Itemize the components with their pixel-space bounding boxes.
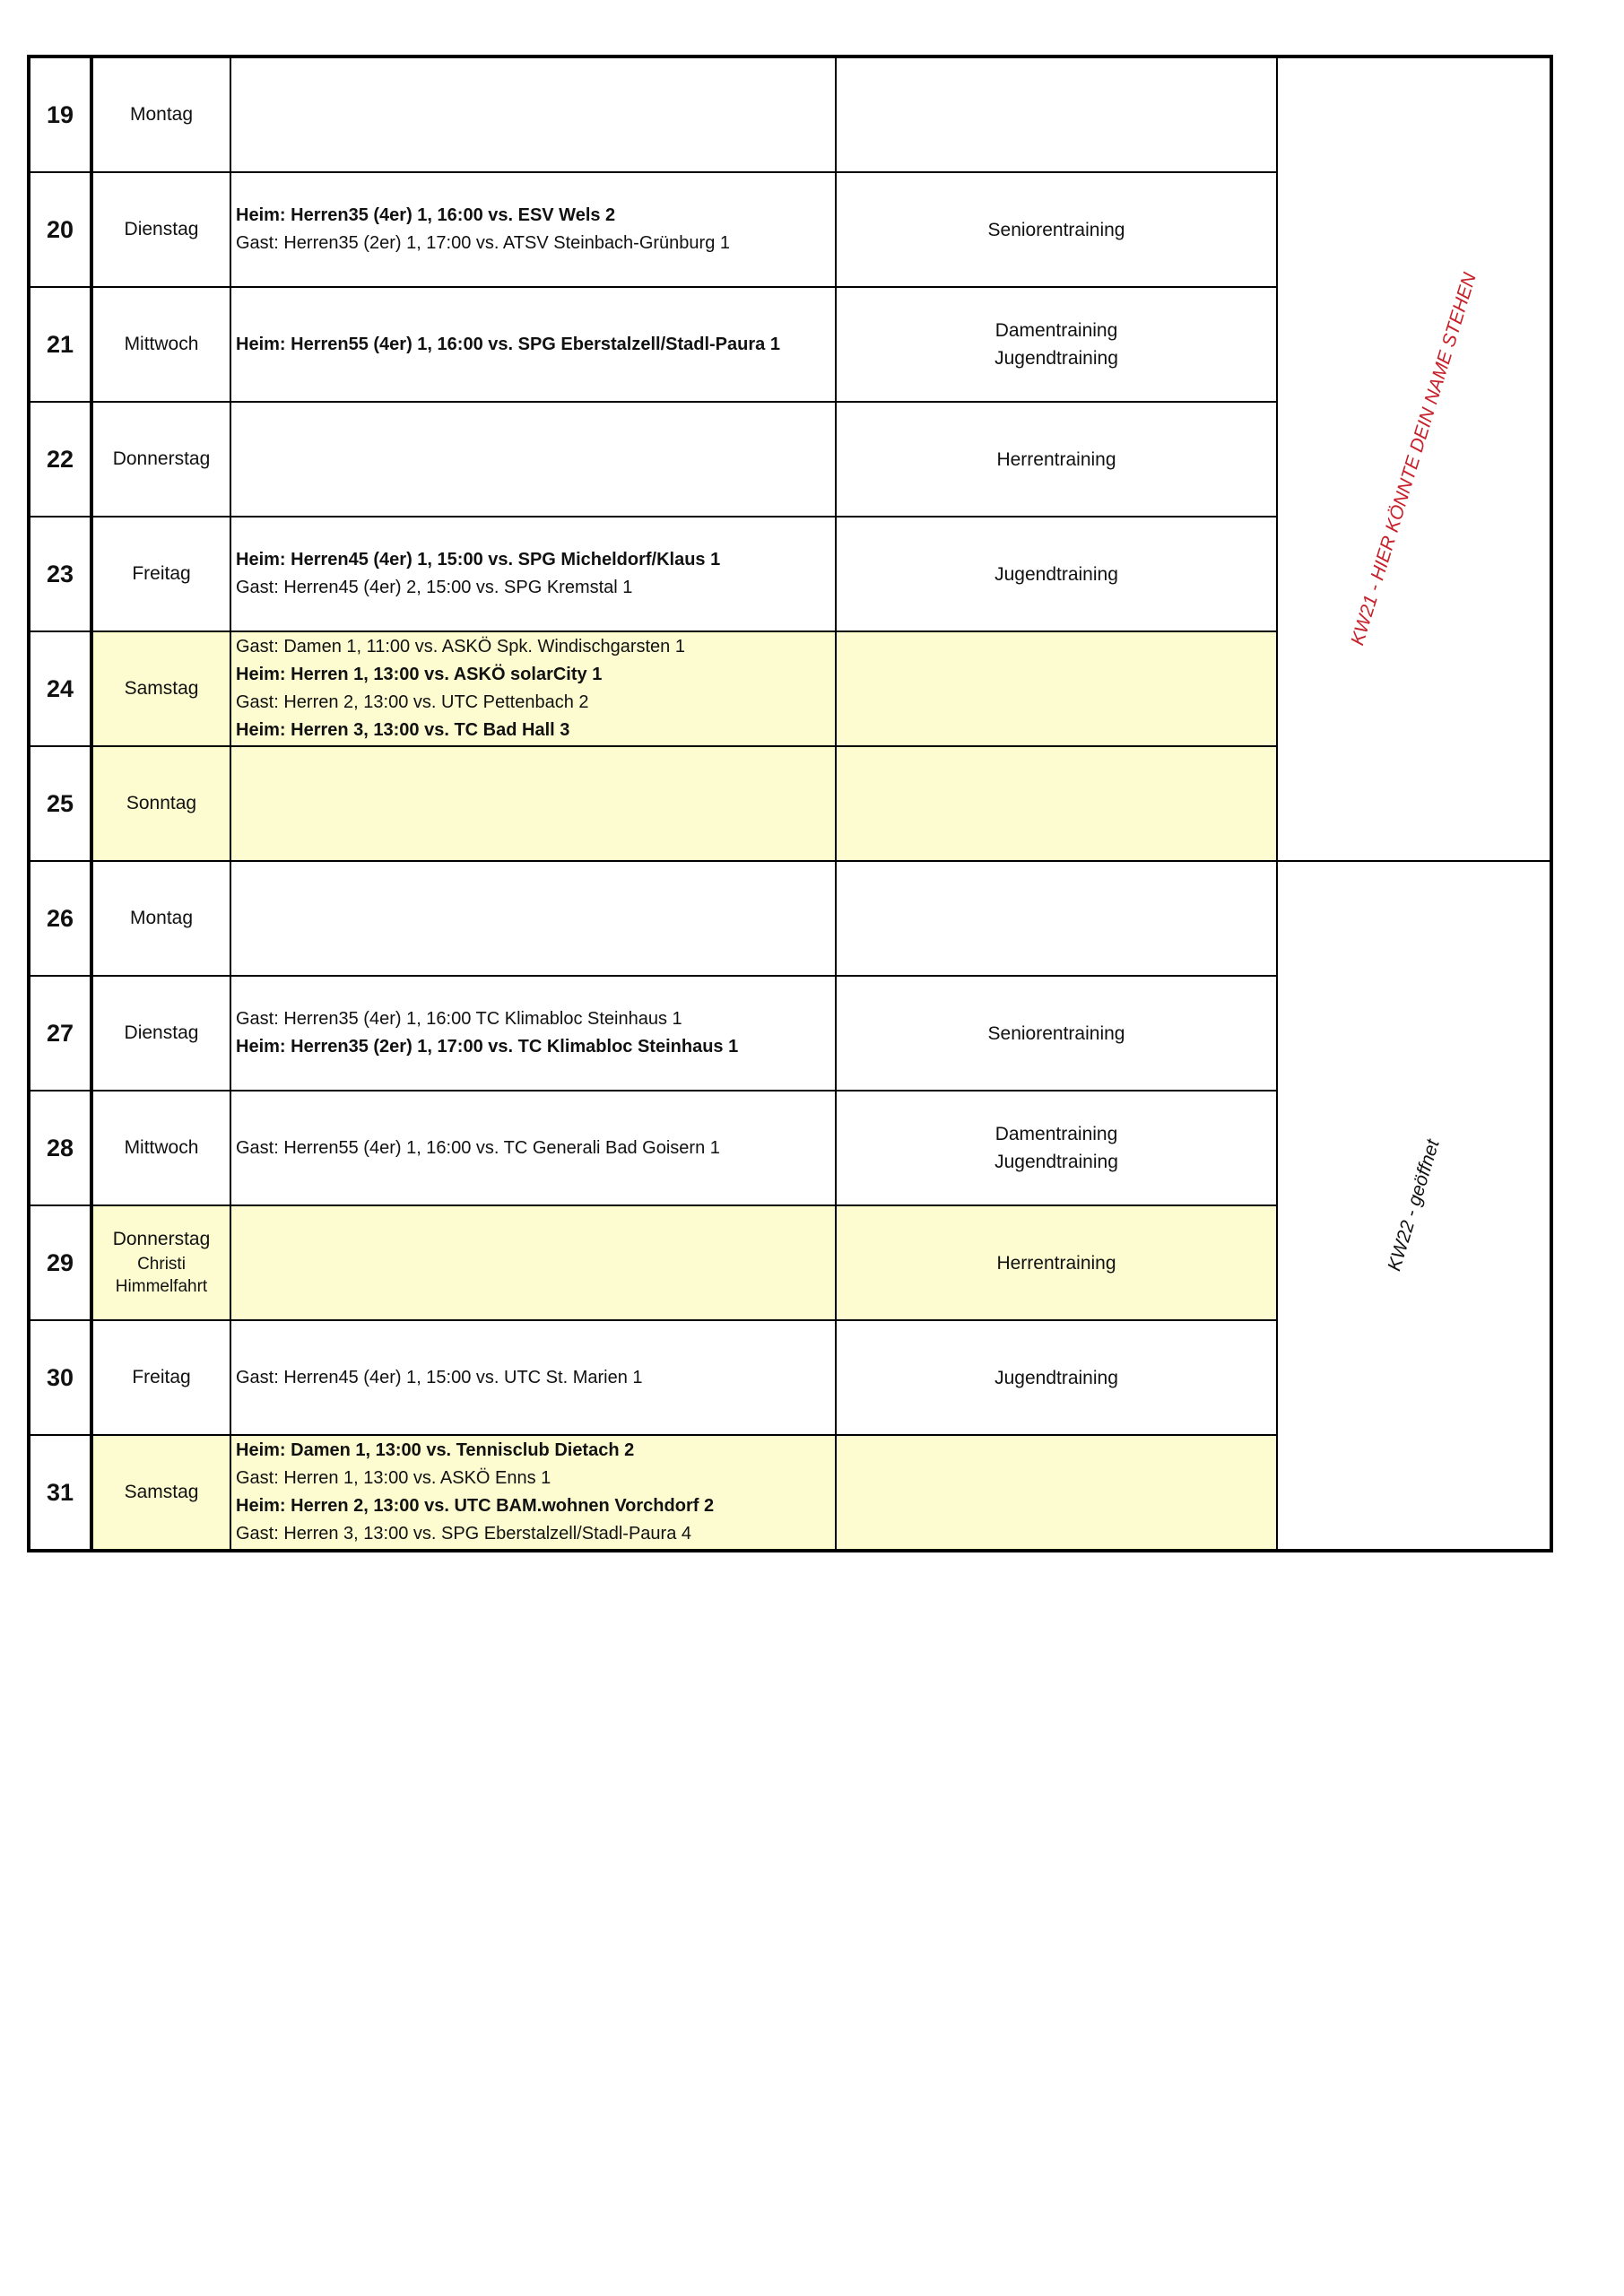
matches-cell (230, 517, 836, 631)
weekday-cell (91, 631, 230, 746)
training-entry: Damentraining (994, 320, 1118, 341)
training-cell (836, 172, 1277, 287)
training-cell (836, 1205, 1277, 1320)
weekday-label: Montag (129, 907, 194, 928)
day-number: 29 (29, 1205, 91, 1320)
matches-cell (230, 861, 836, 976)
matches-cell (230, 402, 836, 517)
weekday-label: Sonntag (126, 792, 197, 813)
training-cell (836, 1320, 1277, 1435)
schedule-row (29, 57, 1551, 172)
weekday-label: Montag (129, 103, 194, 125)
weekday-label: Freitag (132, 1366, 191, 1387)
away-match-entry: Gast: Herren35 (4er) 1, 16:00 TC Klimabloc Steinhaus 1 (236, 1009, 682, 1029)
training-cell (836, 976, 1277, 1091)
away-match-entry: Gast: Herren45 (4er) 2, 15:00 vs. SPG Kremstal 1 (236, 578, 633, 597)
home-match-entry: Heim: Herren35 (4er) 1, 16:00 vs. ESV Wels 2 (236, 205, 616, 225)
weekday-cell (91, 1320, 230, 1435)
weekday-label: Donnerstag (112, 448, 211, 469)
weekday-cell (91, 172, 230, 287)
weekday-cell (91, 517, 230, 631)
day-number: 26 (29, 861, 91, 976)
training-cell (836, 746, 1277, 861)
away-match-entry: Gast: Herren45 (4er) 1, 15:00 vs. UTC St. Marien 1 (236, 1367, 643, 1387)
weekday-cell (91, 1435, 230, 1551)
week-label-kw21: KW21 - HIER KÖNNTE DEIN NAME STEHEN (1346, 270, 1481, 648)
weekday-label: Samstag (124, 1481, 199, 1502)
away-match-entry: Gast: Herren35 (2er) 1, 17:00 vs. ATSV Steinbach-Grünburg 1 (236, 233, 731, 253)
weekday-label: Freitag (132, 562, 191, 584)
training-entry: Jugendtraining (994, 348, 1118, 369)
training-entry: Seniorentraining (987, 219, 1125, 240)
weekday-cell (91, 1091, 230, 1205)
week-cell-kw21 (1277, 57, 1551, 861)
weekday-cell (91, 287, 230, 402)
home-match-entry: Heim: Herren 3, 13:00 vs. TC Bad Hall 3 (236, 720, 570, 740)
training-cell (836, 861, 1277, 976)
home-match-entry: Heim: Damen 1, 13:00 vs. Tennisclub Dietach 2 (236, 1440, 635, 1460)
weekday-cell (91, 57, 230, 172)
weekday-label: Donnerstag (112, 1229, 211, 1250)
day-number: 31 (29, 1435, 91, 1551)
weekday-label: Mittwoch (124, 1136, 199, 1158)
training-entry: Herrentraining (996, 1252, 1116, 1274)
weekday-label: Mittwoch (124, 333, 199, 354)
training-cell (836, 57, 1277, 172)
holiday-note: Himmelfahrt (115, 1277, 208, 1297)
matches-cell (230, 287, 836, 402)
training-cell (836, 287, 1277, 402)
training-entry: Herrentraining (996, 448, 1116, 470)
day-number: 25 (29, 746, 91, 861)
matches-cell (230, 746, 836, 861)
schedule-table (27, 55, 1553, 1552)
day-number: 30 (29, 1320, 91, 1435)
weekday-cell (91, 861, 230, 976)
matches-cell (230, 976, 836, 1091)
day-number: 23 (29, 517, 91, 631)
weekday-cell (91, 402, 230, 517)
schedule-row (29, 861, 1551, 976)
matches-cell (230, 1435, 836, 1551)
training-cell (836, 1091, 1277, 1205)
home-match-entry: Heim: Herren 1, 13:00 vs. ASKÖ solarCity 1 (236, 665, 603, 684)
home-match-entry: Heim: Herren45 (4er) 1, 15:00 vs. SPG Micheldorf/Klaus 1 (236, 550, 721, 570)
away-match-entry: Gast: Herren 1, 13:00 vs. ASKÖ Enns 1 (236, 1468, 551, 1488)
training-cell (836, 402, 1277, 517)
day-number: 28 (29, 1091, 91, 1205)
day-number: 21 (29, 287, 91, 402)
day-number: 19 (29, 57, 91, 172)
week-cell-kw22 (1277, 861, 1551, 1551)
training-entry: Seniorentraining (987, 1022, 1125, 1044)
matches-cell (230, 1320, 836, 1435)
holiday-note: Christi (137, 1254, 186, 1274)
away-match-entry: Gast: Herren55 (4er) 1, 16:00 vs. TC Generali Bad Goisern 1 (236, 1137, 720, 1158)
matches-cell (230, 172, 836, 287)
away-match-entry: Gast: Damen 1, 11:00 vs. ASKÖ Spk. Windischgarsten 1 (236, 637, 685, 657)
day-number: 27 (29, 976, 91, 1091)
weekday-label: Dienstag (124, 218, 199, 239)
training-cell (836, 631, 1277, 746)
matches-cell (230, 1091, 836, 1205)
training-entry: Damentraining (994, 1124, 1118, 1144)
day-number: 24 (29, 631, 91, 746)
day-number: 20 (29, 172, 91, 287)
away-match-entry: Gast: Herren 3, 13:00 vs. SPG Eberstalzell/Stadl-Paura 4 (236, 1524, 692, 1544)
training-cell (836, 1435, 1277, 1551)
weekday-cell (91, 1205, 230, 1320)
training-entry: Jugendtraining (994, 1152, 1118, 1172)
weekday-cell (91, 746, 230, 861)
weekday-cell (91, 976, 230, 1091)
schedule-body (29, 57, 1551, 1551)
weekday-label: Samstag (124, 677, 199, 699)
matches-cell (230, 631, 836, 746)
training-entry: Jugendtraining (994, 1367, 1118, 1388)
matches-cell (230, 57, 836, 172)
home-match-entry: Heim: Herren55 (4er) 1, 16:00 vs. SPG Eberstalzell/Stadl-Paura 1 (236, 334, 780, 354)
away-match-entry: Gast: Herren 2, 13:00 vs. UTC Pettenbach 2 (236, 692, 589, 712)
day-number: 22 (29, 402, 91, 517)
matches-cell (230, 1205, 836, 1320)
training-entry: Jugendtraining (994, 563, 1118, 585)
week-label-kw22: KW22 - geöffnet (1383, 1136, 1444, 1274)
training-cell (836, 517, 1277, 631)
weekday-label: Dienstag (124, 1022, 199, 1043)
home-match-entry: Heim: Herren35 (2er) 1, 17:00 vs. TC Klimabloc Steinhaus 1 (236, 1037, 739, 1057)
home-match-entry: Heim: Herren 2, 13:00 vs. UTC BAM.wohnen Vorchdorf 2 (236, 1496, 715, 1516)
